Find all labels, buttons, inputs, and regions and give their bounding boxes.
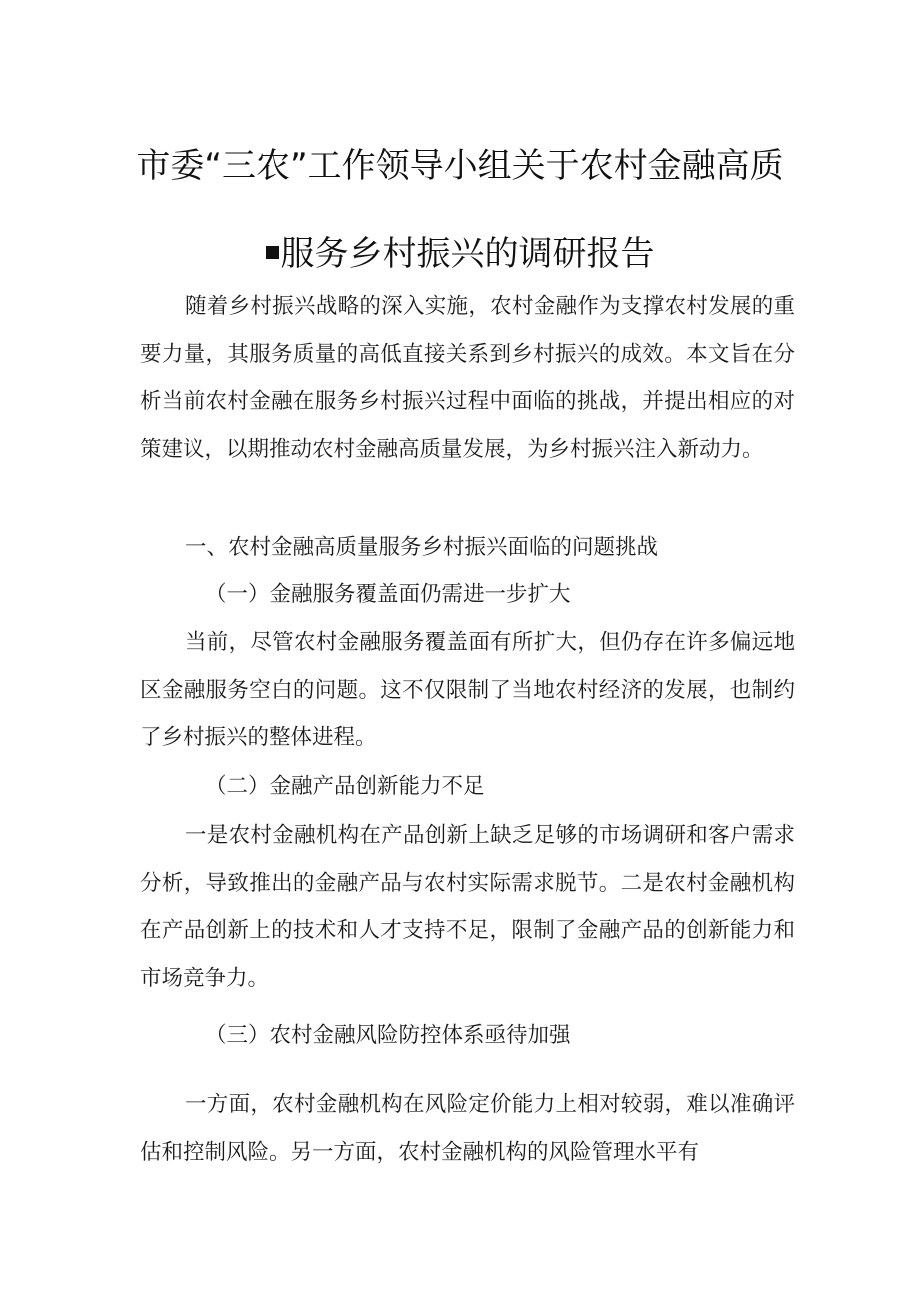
subsection-3-body: 一方面，农村金融机构在风险定价能力上相对较弱，难以准确评估和控制风险。另一方面，农村金融机构的风险管理水平有 [140, 1092, 795, 1165]
subsection-2-heading: （二）金融产品创新能力不足 [205, 774, 485, 799]
page-title-line-1: 市委“三农”工作领导小组关于农村金融高质 [136, 146, 784, 186]
section-1-heading: 一、农村金融高质量服务乡村振兴面临的问题挑战 [185, 535, 659, 560]
square-bullet-icon [266, 246, 279, 259]
page-title-line-2-text: 服务乡村振兴的调研报告 [280, 234, 655, 274]
intro-paragraph: 随着乡村振兴战略的深入实施，农村金融作为支撑农村发展的重要力量，其服务质量的高低直接关系到乡村振兴的成效。本文旨在分析当前农村金融在服务乡村振兴过程中面临的挑战，并提出相应的对策建议，以期推动农村金融高质量发展，为乡村振兴注入新动力。 [140, 294, 795, 462]
subsection-1-body: 当前，尽管农村金融服务覆盖面有所扩大，但仍存在许多偏远地区金融服务空白的问题。这不仅限制了当地农村经济的发展，也制约了乡村振兴的整体进程。 [140, 630, 795, 750]
subsection-3-heading: （三）农村金融风险防控体系亟待加强 [205, 1023, 571, 1048]
page-title-line-2 [0, 226, 920, 275]
subsection-1-heading: （一）金融服务覆盖面仍需进一步扩大 [205, 582, 571, 607]
subsection-2-body: 一是农村金融机构在产品创新上缺乏足够的市场调研和客户需求分析，导致推出的金融产品与农村实际需求脱节。二是农村金融机构在产品创新上的技术和人才支持不足，限制了金融产品的创新能力和市场竞争力。 [140, 823, 795, 991]
